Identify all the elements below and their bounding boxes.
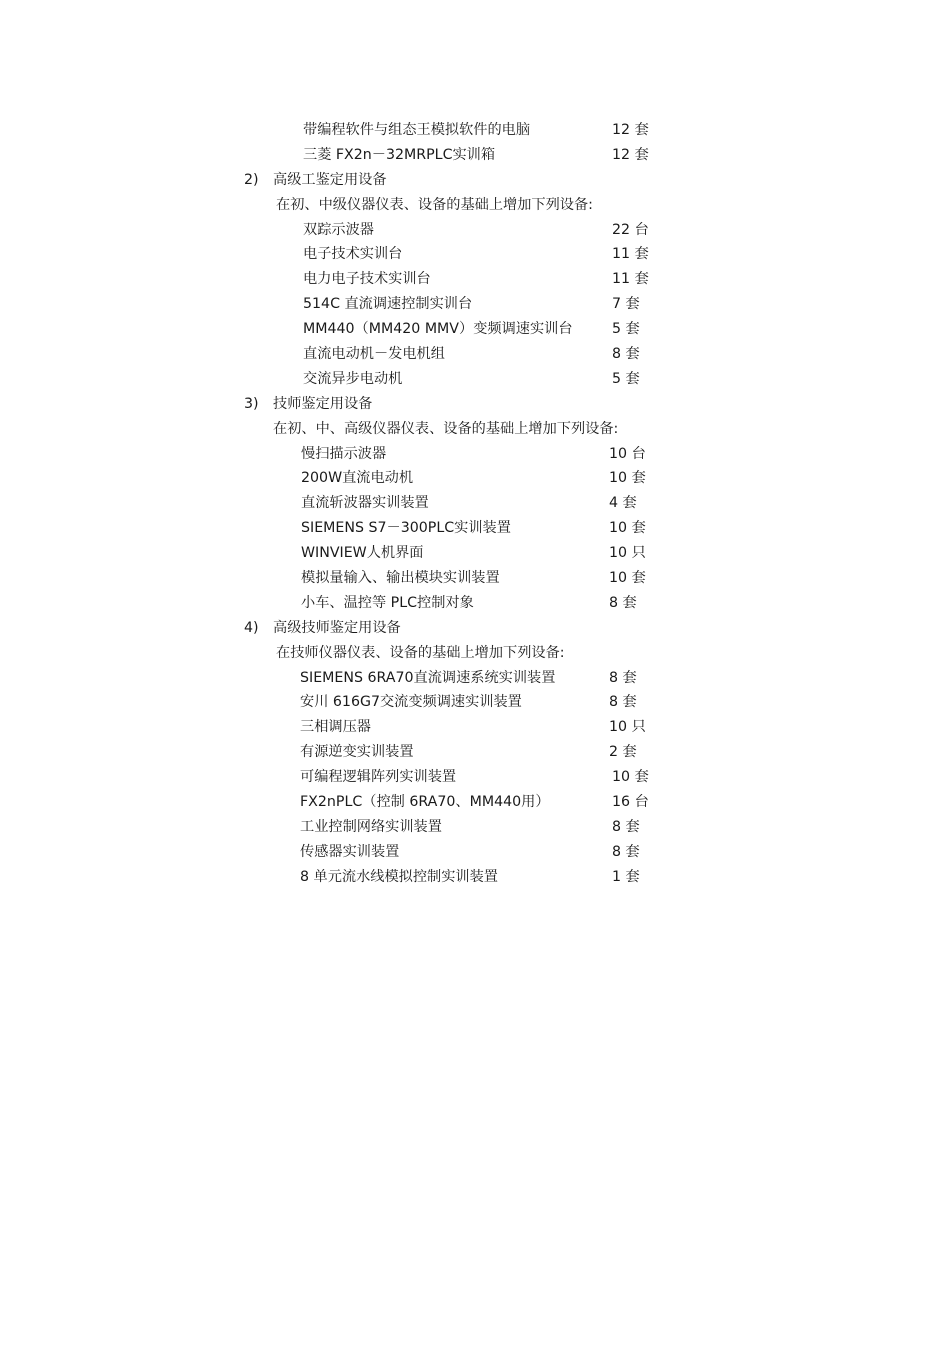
section-title: 高级技师鉴定用设备 (273, 619, 401, 636)
list-item (0, 740, 950, 765)
section-number: 3) (244, 395, 259, 412)
item-quantity: 11 套 (612, 271, 649, 288)
list-item (0, 143, 950, 168)
list-item (0, 218, 950, 243)
item-name: 安川 616G7交流变频调速实训装置 (300, 694, 522, 711)
item-quantity: 10 只 (609, 545, 646, 562)
item-name: FX2nPLC（控制 6RA70、MM440用） (300, 794, 550, 811)
item-quantity: 8 套 (612, 346, 640, 363)
section-heading (0, 392, 950, 417)
item-quantity: 8 套 (612, 818, 640, 835)
list-item (0, 591, 950, 616)
item-quantity: 11 套 (612, 246, 649, 263)
item-name: 三菱 FX2n－32MRPLC实训箱 (303, 146, 496, 163)
list-item (0, 765, 950, 790)
list-item (0, 292, 950, 317)
item-quantity: 10 套 (612, 769, 649, 786)
section-number: 2) (244, 171, 259, 188)
list-item (0, 790, 950, 815)
item-name: SIEMENS S7－300PLC实训装置 (301, 520, 511, 537)
list-item (0, 865, 950, 890)
list-item (0, 715, 950, 740)
item-quantity: 5 套 (612, 370, 640, 387)
list-item (0, 690, 950, 715)
item-name: 8 单元流水线模拟控制实训装置 (300, 868, 498, 885)
item-name: MM440（MM420 MMV）变频调速实训台 (303, 321, 573, 338)
section-intro (0, 193, 950, 218)
section-title: 高级工鉴定用设备 (273, 171, 387, 188)
item-quantity: 8 套 (609, 669, 637, 686)
item-name: 小车、温控等 PLC控制对象 (301, 594, 474, 611)
item-quantity: 22 台 (612, 221, 649, 238)
list-item (0, 118, 950, 143)
item-quantity: 1 套 (612, 868, 640, 885)
list-item (0, 442, 950, 467)
section-heading (0, 168, 950, 193)
list-item (0, 815, 950, 840)
list-item (0, 242, 950, 267)
item-quantity: 8 套 (609, 694, 637, 711)
list-item (0, 466, 950, 491)
item-name: 电力电子技术实训台 (303, 271, 431, 288)
item-quantity: 8 套 (609, 594, 637, 611)
section-intro-text: 在技师仪器仪表、设备的基础上增加下列设备: (276, 644, 565, 661)
section-number: 4) (244, 619, 259, 636)
list-item (0, 317, 950, 342)
section-intro-text: 在初、中、高级仪器仪表、设备的基础上增加下列设备: (273, 420, 619, 437)
section-intro (0, 417, 950, 442)
list-item (0, 491, 950, 516)
item-quantity: 10 台 (609, 445, 646, 462)
list-item (0, 342, 950, 367)
item-name: 514C 直流调速控制实训台 (303, 296, 473, 313)
section-heading (0, 616, 950, 641)
item-name: 三相调压器 (300, 719, 371, 736)
section-intro (0, 641, 950, 666)
item-name: 传感器实训装置 (300, 843, 400, 860)
item-name: 模拟量输入、输出模块实训装置 (301, 570, 500, 587)
item-name: 电子技术实训台 (303, 246, 403, 263)
item-quantity: 10 套 (609, 470, 646, 487)
item-name: 带编程软件与组态王模拟软件的电脑 (303, 122, 531, 138)
item-name: 工业控制网络实训装置 (300, 818, 442, 835)
item-quantity: 10 只 (609, 719, 646, 736)
item-name: 可编程逻辑阵列实训装置 (300, 769, 457, 786)
item-quantity: 16 台 (612, 794, 649, 811)
section-intro-text: 在初、中级仪器仪表、设备的基础上增加下列设备: (276, 196, 593, 213)
item-quantity: 4 套 (609, 495, 637, 512)
item-name: 慢扫描示波器 (301, 445, 387, 462)
item-quantity: 5 套 (612, 321, 640, 338)
item-name: 直流斩波器实训装置 (301, 495, 429, 512)
item-name: WINVIEW人机界面 (301, 545, 424, 562)
section-title: 技师鉴定用设备 (273, 395, 373, 412)
list-item (0, 840, 950, 865)
item-name: 直流电动机－发电机组 (303, 346, 445, 363)
list-item (0, 367, 950, 392)
item-quantity: 12 套 (612, 146, 649, 163)
item-name: SIEMENS 6RA70直流调速系统实训装置 (300, 669, 556, 686)
item-name: 有源逆变实训装置 (300, 744, 414, 761)
list-item (0, 666, 950, 691)
item-name: 双踪示波器 (303, 221, 374, 238)
item-quantity: 12 套 (612, 122, 649, 138)
list-item (0, 516, 950, 541)
item-quantity: 8 套 (612, 843, 640, 860)
item-quantity: 7 套 (612, 296, 640, 313)
list-item (0, 541, 950, 566)
list-item (0, 566, 950, 591)
item-quantity: 10 套 (609, 570, 646, 587)
item-quantity: 2 套 (609, 744, 637, 761)
list-item (0, 267, 950, 292)
equipment-document (0, 118, 950, 890)
item-quantity: 10 套 (609, 520, 646, 537)
item-name: 交流异步电动机 (303, 370, 403, 387)
item-name: 200W直流电动机 (301, 470, 414, 487)
